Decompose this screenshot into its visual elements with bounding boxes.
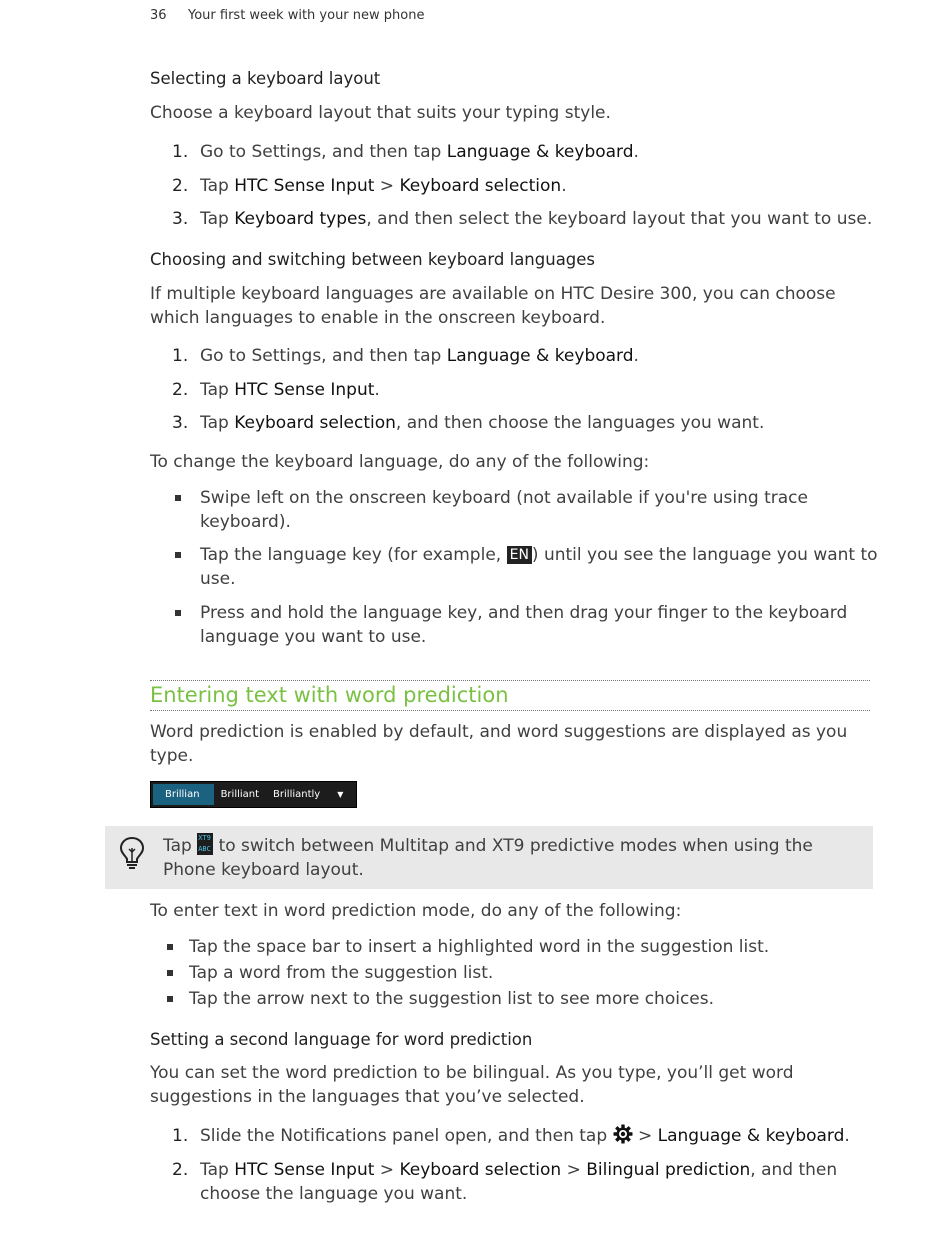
suggestion-word: Brilliant bbox=[220, 789, 260, 800]
gear-icon bbox=[613, 1124, 633, 1144]
bullet-text: Swipe left on the onscreen keyboard (not available if you're using trace keyboard). bbox=[200, 488, 808, 532]
step-number: 2. bbox=[172, 1160, 189, 1180]
step-text: Go to Settings, and then tap Language & keyboard. bbox=[200, 142, 639, 162]
bullet-marker bbox=[167, 944, 173, 950]
step-number: 1. bbox=[172, 1126, 189, 1146]
bullet-marker bbox=[175, 552, 181, 558]
bullet-marker bbox=[167, 970, 173, 976]
step-text: Tap Keyboard selection, and then choose the languages you want. bbox=[200, 413, 765, 433]
step-text: Go to Settings, and then tap Language & keyboard. bbox=[200, 346, 639, 366]
section-divider-bottom bbox=[150, 710, 870, 711]
bullet-text: Tap the language key (for example, EN ) until you see the language you want to use. bbox=[200, 545, 878, 589]
suggestion-word: Brilliantly bbox=[273, 789, 321, 800]
bullet-marker bbox=[175, 495, 181, 501]
xt9-mode-icon: XT9 ABC bbox=[197, 833, 213, 855]
bullet-text: Press and hold the language key, and then drag your finger to the keyboard language you want to use. bbox=[200, 603, 848, 647]
languages-intro: If multiple keyboard languages are available on HTC Desire 300, you can choose which languages to enable in the onscreen keyboard. bbox=[150, 284, 836, 328]
step-number: 2. bbox=[172, 380, 189, 400]
step-number: 1. bbox=[172, 346, 189, 366]
language-key-icon: EN bbox=[507, 546, 532, 564]
step-text: Tap Keyboard types, and then select the keyboard layout that you want to use. bbox=[200, 209, 873, 229]
step-text: Slide the Notifications panel open, and then tap > Language & keyboard. bbox=[200, 1126, 850, 1146]
bullet-marker bbox=[175, 610, 181, 616]
bullet-marker bbox=[167, 996, 173, 1002]
step-number: 3. bbox=[172, 209, 189, 229]
layout-intro: Choose a keyboard layout that suits your typing style. bbox=[150, 103, 611, 123]
tip-box bbox=[105, 826, 873, 889]
bullet-text: Tap the arrow next to the suggestion list to see more choices. bbox=[189, 989, 715, 1009]
chevron-down-icon: ▼ bbox=[337, 790, 344, 799]
heading-keyboard-layout: Selecting a keyboard layout bbox=[150, 69, 381, 88]
prediction-mode-intro: To enter text in word prediction mode, do any of the following: bbox=[150, 901, 682, 921]
step-number: 2. bbox=[172, 176, 189, 196]
heading-second-language: Setting a second language for word prediction bbox=[150, 1030, 533, 1049]
running-title: Your first week with your new phone bbox=[188, 8, 425, 23]
bullet-text: Tap the space bar to insert a highlighted word in the suggestion list. bbox=[189, 937, 770, 957]
change-language-intro: To change the keyboard language, do any of the following: bbox=[150, 452, 650, 472]
heading-keyboard-languages: Choosing and switching between keyboard languages bbox=[150, 250, 596, 269]
section-divider-top bbox=[150, 680, 870, 681]
running-header bbox=[150, 8, 424, 23]
tip-text: Tap XT9 ABC to switch between Multitap and XT9 predictive modes when using the Phone keyboard layout. bbox=[163, 834, 813, 880]
bilingual-intro: You can set the word prediction to be bilingual. As you type, you’ll get word suggestions in the languages that you’ve selected. bbox=[150, 1063, 794, 1107]
step-text: Tap HTC Sense Input. bbox=[200, 380, 380, 400]
step-number: 3. bbox=[172, 413, 189, 433]
step-text: Tap HTC Sense Input > Keyboard selection. bbox=[200, 176, 567, 196]
page-number: 36 bbox=[150, 8, 167, 23]
suggestion-bar bbox=[150, 781, 357, 808]
bullet-text: Tap a word from the suggestion list. bbox=[189, 963, 494, 983]
prediction-intro: Word prediction is enabled by default, and word suggestions are displayed as you type. bbox=[150, 722, 848, 766]
heading-word-prediction: Entering text with word prediction bbox=[150, 683, 509, 707]
step-number: 1. bbox=[172, 142, 189, 162]
lightbulb-icon bbox=[119, 836, 145, 872]
suggestion-highlighted: Brillian bbox=[153, 784, 214, 805]
step-text: Tap HTC Sense Input > Keyboard selection > Bilingual prediction, and then choose the language you want. bbox=[200, 1160, 838, 1204]
